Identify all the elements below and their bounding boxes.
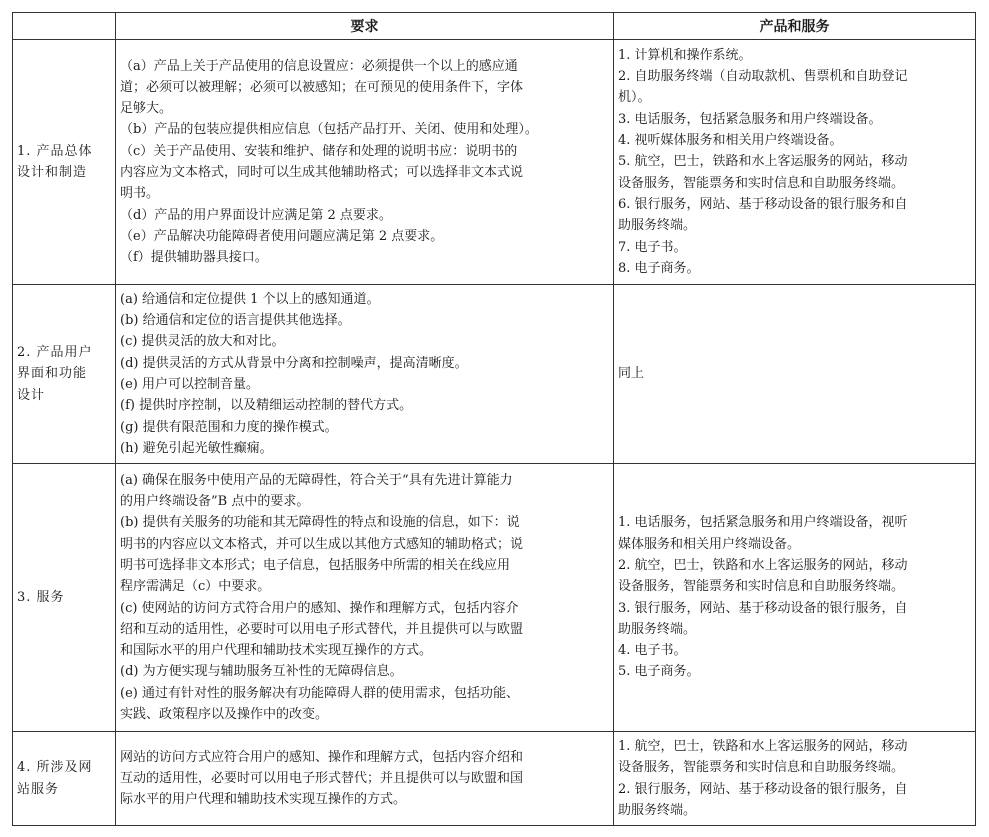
- text-line: 2. 航空，巴士，铁路和水上客运服务的网站，移动: [618, 557, 908, 573]
- table-row: [13, 732, 976, 826]
- products-cell: [614, 40, 976, 285]
- text-line: 设计和制造: [17, 165, 88, 180]
- header-requirements: 要求: [116, 13, 614, 40]
- text-line: 足够大。: [120, 101, 173, 117]
- requirements-cell: [116, 285, 614, 464]
- products-cell: [614, 732, 976, 826]
- text-line: （c）关于产品使用、安装和维护、储存和处理的说明书应：说明书的: [120, 143, 518, 159]
- text-line: 站服务: [17, 781, 60, 797]
- text-line: （e）产品解决功能障碍者使用问题应满足第 2 点要求。: [120, 228, 444, 244]
- text-line: (c) 提供灵活的放大和对比。: [120, 334, 285, 350]
- text-line: 网站的访问方式应符合用户的感知、操作和理解方式，包括内容介绍和: [120, 749, 524, 765]
- text-line: (c) 使网站的访问方式符合用户的感知、操作和理解方式，包括内容介: [120, 600, 519, 616]
- text-line: 设备服务，智能票务和实时信息和自助服务终端。: [618, 579, 905, 595]
- text-line: 明书。: [120, 186, 160, 202]
- text-line: 程序需满足（c）中要求。: [120, 579, 271, 595]
- text-line: 6. 银行服务，网站、基于移动设备的银行服务和自: [618, 196, 908, 212]
- text-line: 2. 自助服务终端（自动取款机、售票机和自助登记: [618, 69, 908, 85]
- text-line: 的用户终端设备”B 点中的要求。: [120, 494, 310, 510]
- category-cell: [13, 285, 116, 464]
- text-line: 实践、政策程序以及操作中的改变。: [120, 706, 329, 722]
- text-line: 5. 电子商务。: [618, 664, 700, 680]
- text-line: 机）。: [618, 90, 651, 106]
- text-line: 助服务终端。: [618, 802, 697, 818]
- table-row: [13, 285, 976, 464]
- category-cell: [13, 40, 116, 285]
- text-line: 界面和功能: [17, 366, 88, 382]
- category-cell: [13, 732, 116, 826]
- table-row: [13, 40, 976, 285]
- text-line: 设计: [17, 387, 46, 403]
- text-line: 2. 银行服务，网站、基于移动设备的银行服务，自: [618, 781, 908, 797]
- text-line: 3. 服务: [17, 589, 65, 605]
- text-line: 设备服务，智能票务和实时信息和自助服务终端。: [618, 760, 905, 776]
- text-line: （d）产品的用户界面设计应满足第 2 点要求。: [120, 207, 392, 223]
- table-row: [13, 464, 976, 732]
- requirements-cell: [116, 40, 614, 285]
- text-line: (h) 避免引起光敏性癫痫。: [120, 440, 273, 456]
- header-blank: [13, 13, 116, 40]
- table-body: [13, 40, 976, 826]
- text-line: (e) 用户可以控制音量。: [120, 377, 259, 392]
- text-line: 设备服务，智能票务和实时信息和自助服务终端。: [618, 175, 905, 191]
- text-line: 1. 电话服务，包括紧急服务和用户终端设备，视听: [618, 515, 908, 531]
- text-line: (f) 提供时序控制，以及精细运动控制的替代方式。: [120, 398, 413, 414]
- text-line: （b）产品的包装应提供相应信息（包括产品打开、关闭、使用和处理）。: [120, 122, 538, 138]
- text-line: 4. 视听媒体服务和相关用户终端设备。: [618, 133, 843, 149]
- requirements-cell: [116, 464, 614, 732]
- text-line: 1. 计算机和操作系统。: [618, 47, 752, 63]
- text-line: 明书可选择非文本形式；电子信息，包括服务中所需的相关在线应用: [120, 557, 511, 573]
- text-line: (b) 给通信和定位的语言提供其他选择。: [120, 313, 351, 329]
- text-line: 7. 电子书。: [618, 239, 687, 255]
- text-line: (g) 提供有限范围和力度的操作模式。: [120, 419, 338, 435]
- header-row: [13, 13, 976, 40]
- text-line: (a) 确保在服务中使用产品的无障碍性，符合关于“具有先进计算能力: [120, 472, 513, 488]
- text-line: (e) 通过有针对性的服务解决有功能障碍人群的使用需求，包括功能、: [120, 685, 519, 701]
- products-cell: [614, 464, 976, 732]
- text-line: （a）产品上关于产品使用的信息设置应：必须提供一个以上的感应通: [120, 58, 518, 74]
- text-line: 4. 所涉及网: [17, 760, 93, 776]
- text-line: 道；必须可以被理解；必须可以被感知；在可预见的使用条件下，字体: [120, 79, 524, 95]
- text-line: 助服务终端。: [618, 218, 697, 234]
- text-line: 2. 产品用户: [17, 345, 93, 361]
- requirements-cell: [116, 732, 614, 826]
- text-line: 互动的适用性，必要时可以用电子形式替代；并且提供可以与欧盟和国: [120, 770, 524, 786]
- requirements-table: [12, 12, 976, 826]
- text-line: 同上: [618, 366, 645, 382]
- text-line: 5. 航空，巴士，铁路和水上客运服务的网站，移动: [618, 154, 908, 170]
- text-line: (d) 提供灵活的方式从背景中分离和控制噪声，提高清晰度。: [120, 355, 468, 371]
- text-line: (b) 提供有关服务的功能和其无障碍性的特点和设施的信息，如下：说: [120, 515, 520, 531]
- text-line: 际水平的用户代理和辅助技术实现互操作的方式。: [120, 792, 407, 808]
- text-line: 助服务终端。: [618, 621, 697, 637]
- products-cell: [614, 285, 976, 464]
- text-line: 绍和互动的适用性，必要时可以用电子形式替代，并且提供可以与欧盟: [120, 621, 524, 637]
- text-line: 和国际水平的用户代理和辅助技术实现互操作的方式。: [120, 643, 433, 659]
- text-line: 1. 航空，巴士，铁路和水上客运服务的网站，移动: [618, 738, 908, 754]
- text-line: 媒体服务和相关用户终端设备。: [618, 536, 801, 552]
- category-cell: [13, 464, 116, 732]
- text-line: (a) 给通信和定位提供 1 个以上的感知通道。: [120, 291, 380, 307]
- text-line: 4. 电子书。: [618, 643, 687, 659]
- text-line: 3. 银行服务，网站、基于移动设备的银行服务，自: [618, 600, 908, 616]
- text-line: 内容应为文本格式，同时可以生成其他辅助格式；可以选择非文本式说: [120, 165, 524, 180]
- text-line: 3. 电话服务，包括紧急服务和用户终端设备。: [618, 111, 882, 127]
- text-line: 1. 产品总体: [17, 143, 93, 159]
- header-products: 产品和服务: [614, 13, 976, 40]
- text-line: （f）提供辅助器具接口。: [120, 250, 268, 266]
- text-line: 8. 电子商务。: [618, 260, 700, 276]
- text-line: 明书的内容应以文本格式，并可以生成以其他方式感知的辅助格式；说: [120, 536, 524, 552]
- text-line: (d) 为方便实现与辅助服务互补性的无障碍信息。: [120, 664, 403, 680]
